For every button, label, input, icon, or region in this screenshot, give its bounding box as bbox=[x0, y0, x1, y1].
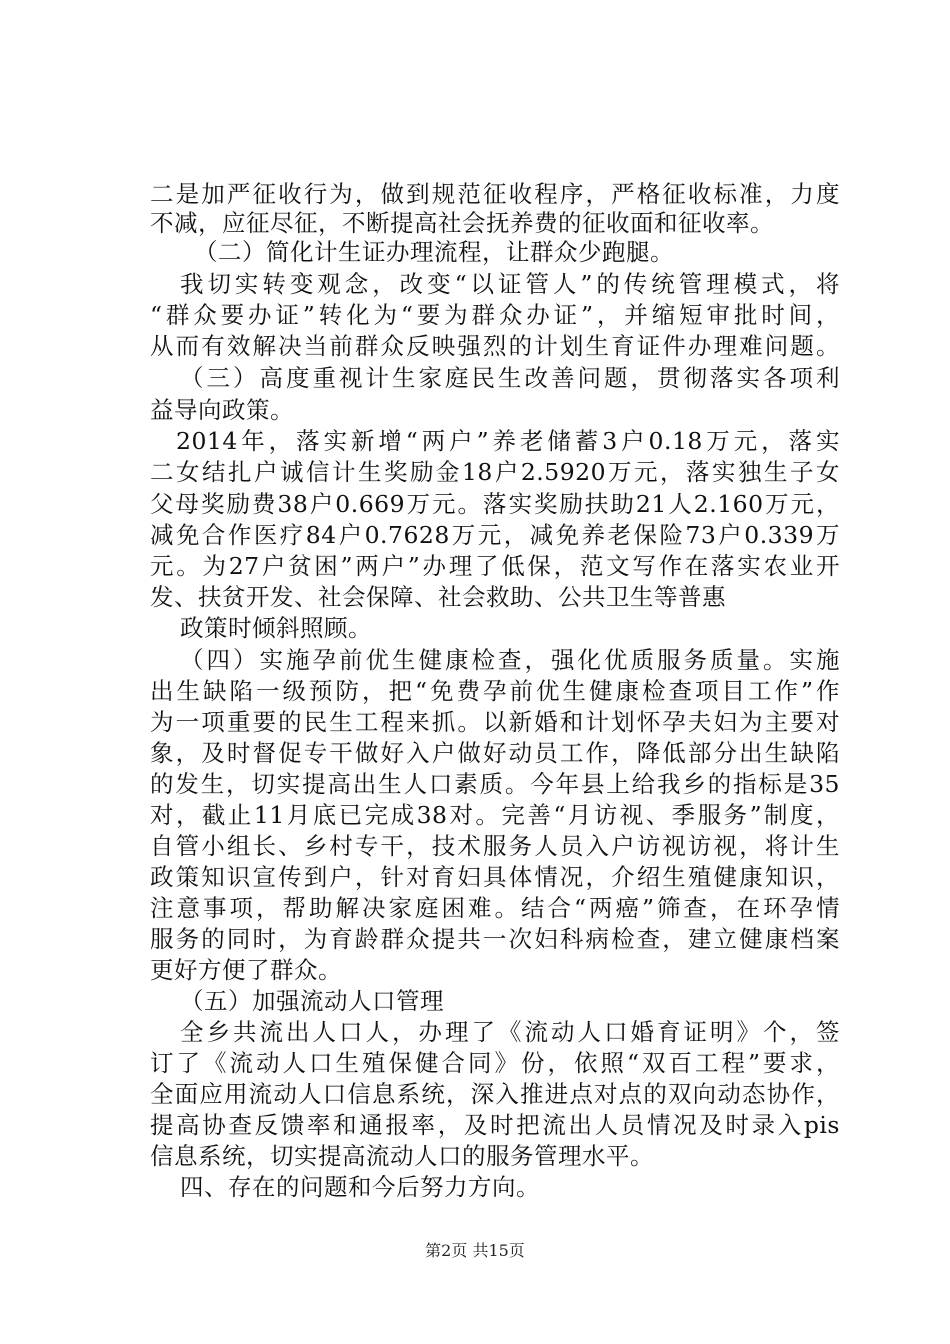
text-line: 二是加严征收行为，做到规范征收程序，严格征收标准，力度 bbox=[150, 180, 840, 208]
text-line: 二女结扎户诚信计生奖励金18户2.5920万元，落实独生子女 bbox=[150, 458, 840, 486]
text-line: 全面应用流动人口信息系统，深入推进点对点的双向动态协作， bbox=[150, 1080, 840, 1108]
text-line: 我切实转变观念，改变“以证管人”的传统管理模式，将 bbox=[180, 270, 840, 298]
section-heading: （二）简化计生证办理流程，让群众少跑腿。 bbox=[194, 238, 674, 266]
text-line: 出生缺陷一级预防，把“免费孕前优生健康检查项目工作”作 bbox=[150, 677, 840, 705]
text-line: 政策时倾斜照顾。 bbox=[180, 614, 372, 642]
text-line: 更好方便了群众。 bbox=[150, 956, 342, 984]
text-line: 发、扶贫开发、社会保障、社会救助、公共卫生等普惠 bbox=[150, 583, 726, 611]
text-line: 对，截止11月底已完成38对。完善“月访视、季服务”制度， bbox=[150, 801, 840, 829]
text-line: 订了《流动人口生殖保健合同》份，依照“双百工程”要求， bbox=[150, 1049, 840, 1077]
text-line: 的发生，切实提高出生人口素质。今年县上给我乡的指标是35 bbox=[150, 770, 840, 798]
section-heading: （五）加强流动人口管理 bbox=[180, 987, 444, 1015]
text-line: 政策知识宣传到户，针对育妇具体情况，介绍生殖健康知识， bbox=[150, 863, 840, 891]
text-line: 服务的同时，为育龄群众提共一次妇科病检查，建立健康档案 bbox=[150, 925, 840, 953]
page-number-footer: 第2页 共15页 bbox=[425, 1241, 525, 1260]
text-line: “群众要办证”转化为“要为群众办证”，并缩短审批时间， bbox=[150, 301, 840, 329]
text-line: 全乡共流出人口人，办理了《流动人口婚育证明》个，签 bbox=[180, 1018, 840, 1046]
text-line: 不减，应征尽征，不断提高社会抚养费的征收面和征收率。 bbox=[150, 209, 774, 237]
text-line: 信息系统，切实提高流动人口的服务管理水平。 bbox=[150, 1142, 654, 1170]
text-line: 益导向政策。 bbox=[150, 396, 294, 424]
text-line: 父母奖励费38户0.669万元。落实奖励扶助21人2.160万元， bbox=[150, 490, 840, 518]
text-line: 减免合作医疗84户0.7628万元，减免养老保险73户0.339万 bbox=[150, 521, 840, 549]
section-heading: （三）高度重视计生家庭民生改善问题，贯彻落实各项利 bbox=[180, 364, 840, 392]
section-heading: 四、存在的问题和今后努力方向。 bbox=[180, 1173, 540, 1201]
text-line: 自管小组长、乡村专干，技术服务人员入户访视访视，将计生 bbox=[150, 832, 840, 860]
section-heading: （四）实施孕前优生健康检查，强化优质服务质量。实施 bbox=[180, 646, 840, 674]
text-line: 元。为27户贫困”两户”办理了低保，范文写作在落实农业开 bbox=[150, 552, 840, 580]
text-line: 象，及时督促专干做好入户做好动员工作，降低部分出生缺陷 bbox=[150, 739, 840, 767]
text-line: 为一项重要的民生工程来抓。以新婚和计划怀孕夫妇为主要对 bbox=[150, 708, 840, 736]
text-line: 2014年，落实新增“两户”养老储蓄3户0.18万元，落实 bbox=[176, 427, 840, 455]
text-line: 提高协查反馈率和通报率，及时把流出人员情况及时录入pis bbox=[150, 1111, 840, 1139]
text-line: 注意事项，帮助解决家庭困难。结合“两癌”筛查，在环孕情 bbox=[150, 894, 840, 922]
text-line: 从而有效解决当前群众反映强烈的计划生育证件办理难问题。 bbox=[150, 332, 840, 360]
